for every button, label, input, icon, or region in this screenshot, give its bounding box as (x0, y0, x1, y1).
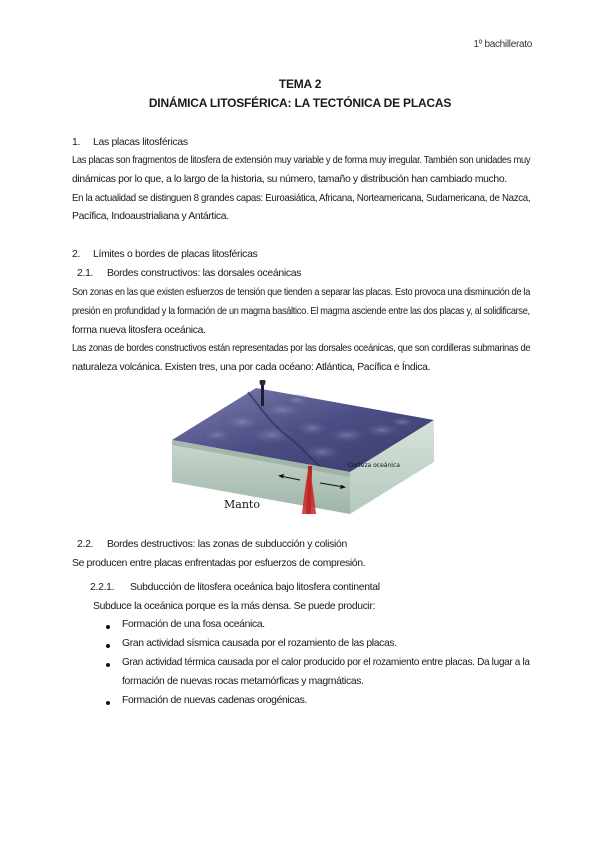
paragraph-line: Se producen entre placas enfrentadas por esfuerzos de compresión. (72, 558, 366, 569)
paragraph-line: forma nueva litosfera oceánica. (72, 325, 206, 336)
bullet-icon (106, 625, 110, 629)
section-1-number: 1. (72, 137, 81, 148)
section-2-1-number: 2.1. (77, 268, 94, 279)
section-1-heading: Las placas litosféricas (93, 137, 188, 148)
paragraph-line: Subduce la oceánica porque es la más densa. Se puede producir: (93, 601, 376, 612)
paragraph-line: naturaleza volcánica. Existen tres, una por cada océano: Atlántica, Pacífica e Índica. (72, 362, 431, 373)
crust-label: Corteza oceánica (348, 462, 400, 469)
list-item: Gran actividad térmica causada por el calor producido por el rozamiento entre placas. Da lugar a la (122, 657, 530, 668)
paragraph-line: dinámicas por lo que, a lo largo de la historia, su número, tamaño y distribución han cambiado mucho. (72, 174, 507, 185)
section-2-2-number: 2.2. (77, 539, 94, 550)
paragraph-line: Son zonas en las que existen esfuerzos de tensión que tienden a separar las placas. Esto provoca una disminución de la (72, 287, 531, 298)
mantle-label: Manto (224, 498, 260, 511)
section-2-2-heading: Bordes destructivos: las zonas de subducción y colisión (107, 539, 347, 550)
section-2-1-heading: Bordes constructivos: las dorsales oceánicas (107, 268, 302, 279)
section-2-2-1-heading: Subducción de litosfera oceánica bajo litosfera continental (130, 582, 380, 593)
paragraph-line: Pacífica, Indoaustrialiana y Antártica. (72, 211, 229, 222)
list-item: Formación de nuevas cadenas orogénicas. (122, 695, 308, 706)
list-item: Formación de una fosa oceánica. (122, 619, 265, 630)
section-2-2-1-number: 2.2.1. (90, 582, 115, 593)
paragraph-line: Las zonas de bordes constructivos están representadas por las dorsales oceánicas, que son cordilleras submarinas de (72, 343, 531, 354)
topic-subtitle: DINÁMICA LITOSFÉRICA: LA TECTÓNICA DE PLACAS (148, 96, 452, 110)
topic-title: TEMA 2 (278, 77, 322, 91)
section-2-number: 2. (72, 249, 81, 260)
paragraph-line: En la actualidad se distinguen 8 grandes capas: Euroasiática, Africana, Norteamericana, Sudamericana, de Nazca, (72, 193, 531, 204)
ocean-ridge-diagram (172, 380, 434, 514)
paragraph-line: presión en profundidad y la formación de un magma basáltico. El magma asciende entre las dos placas y, al solidificarse, (72, 306, 530, 317)
list-item-continuation: formación de nuevas rocas metamórficas y magmáticas. (122, 676, 364, 687)
bullet-icon (106, 644, 110, 648)
bullet-icon (106, 663, 110, 667)
bullet-icon (106, 701, 110, 705)
list-item: Gran actividad sísmica causada por el rozamiento de las placas. (122, 638, 397, 649)
course-header: 1º bachillerato (473, 39, 532, 50)
section-2-heading: Límites o bordes de placas litosféricas (93, 249, 258, 260)
paragraph-line: Las placas son fragmentos de litosfera de extensión muy variable y de forma muy irregular. También son unidades muy (72, 155, 531, 166)
